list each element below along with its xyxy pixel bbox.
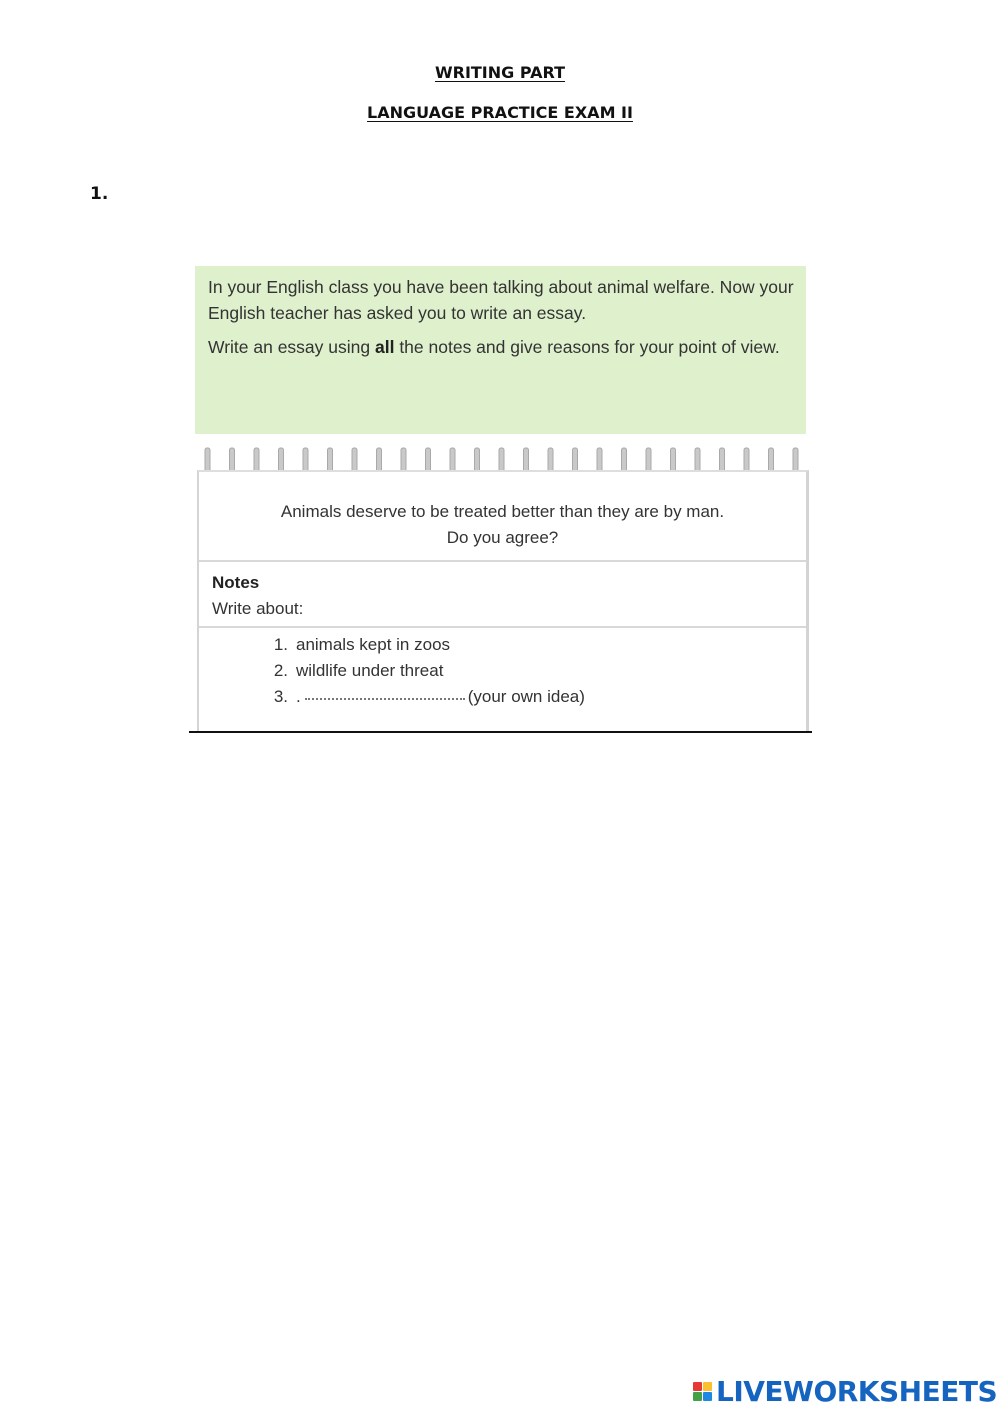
spiral-ring [671,448,676,472]
list-item [259,658,585,684]
spiral-ring [450,448,455,472]
spiral-ring [548,448,553,472]
list-item-prefix: . [296,687,301,706]
essay-question-line-1: Animals deserve to be treated better than they are by man. [280,502,725,521]
list-item [259,632,585,658]
spiral-ring [377,448,382,472]
spiral-ring [793,448,798,472]
notes-heading: Notes [212,573,260,592]
spiral-ring [352,448,357,472]
task-box [195,266,806,434]
list-item-text: (your own idea) [467,687,585,706]
list-item-number: 2. [273,661,288,680]
spiral-ring [328,448,333,472]
spiral-ring [597,448,602,472]
brand-name: LIVEWORKSHEETS [716,1374,998,1408]
notes-list [259,632,585,710]
task-intro: In your English class you have been talking about animal welfare. Now your English teacher has asked you to write an essay. [208,277,794,323]
spiral-ring [475,448,480,472]
spiral-ring [279,448,284,472]
page-title: WRITING PART [434,63,566,82]
spiral-ring [646,448,651,472]
list-item-text: animals kept in zoos [296,635,451,654]
spiral-ring [205,448,210,472]
liveworksheets-brand [692,1374,997,1408]
list-item [259,684,585,710]
page-subtitle: LANGUAGE PRACTICE EXAM II [367,103,633,122]
spiral-ring [573,448,578,472]
spiral-ring [744,448,749,472]
spiral-ring [230,448,235,472]
spiral-ring [769,448,774,472]
liveworksheets-logo-icon [692,1378,714,1404]
spiral-ring [499,448,504,472]
spiral-ring [695,448,700,472]
spiral-ring [303,448,308,472]
notes-prompt: Write about: [212,599,304,618]
blank-line[interactable] [305,684,465,700]
spiral-ring [254,448,259,472]
spiral-ring [426,448,431,472]
divider [189,731,812,733]
task-instruction [208,334,794,360]
spiral-ring [720,448,725,472]
notes-section [199,562,806,628]
task-instruction-start: Write an essay using [208,337,375,357]
spiral-ring [622,448,627,472]
spiral-ring [401,448,406,472]
list-item-number: 1. [273,635,288,654]
essay-question [199,472,806,562]
notebook-card [197,470,809,732]
list-item-text: wildlife under threat [296,661,444,680]
question-number: 1. [90,184,109,204]
task-instruction-end: the notes and give reasons for your point of view. [394,337,780,357]
task-instruction-emphasis: all [374,337,395,357]
list-item-number: 3. [273,687,288,706]
spiral-ring [524,448,529,472]
essay-question-line-2: Do you agree? [446,528,559,547]
